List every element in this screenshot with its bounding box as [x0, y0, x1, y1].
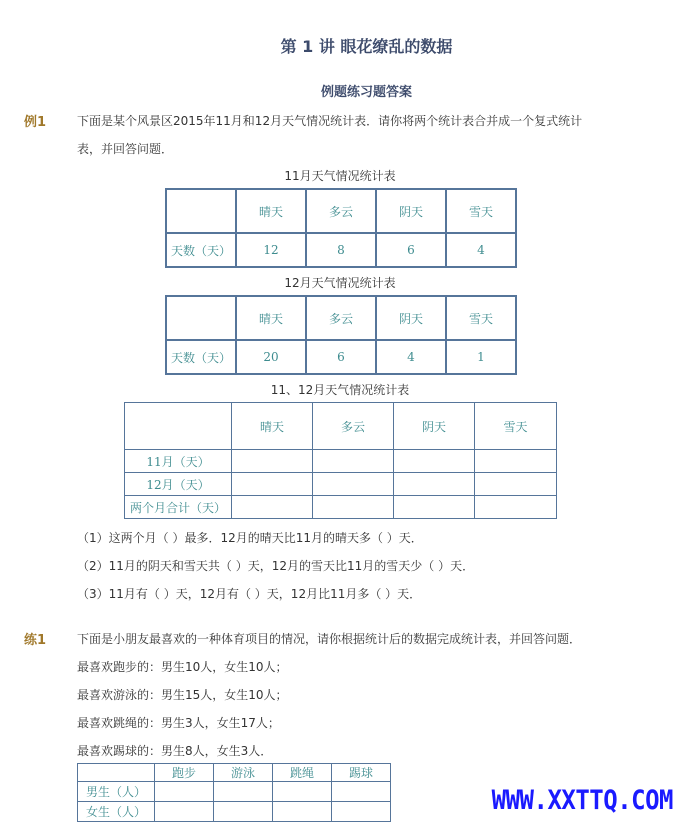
table-row-label: 12月（天）: [125, 473, 232, 496]
table-cell: [232, 473, 313, 496]
table-row-label: 天数（天）: [166, 233, 236, 267]
practice-label: 练1: [24, 633, 47, 648]
table-cell-corner: [78, 764, 155, 782]
example-label: 例1: [24, 115, 47, 130]
table-cell: [394, 496, 475, 519]
table-cell: [273, 802, 332, 822]
table-header-cell: 多云: [306, 189, 376, 233]
table-cell: [332, 802, 391, 822]
example-text-line2: 表，并回答问题．: [77, 142, 174, 156]
practice-line-4: 最喜欢踢球的：男生8人，女生3人．: [77, 744, 273, 758]
table-header-cell: 雪天: [446, 189, 516, 233]
practice-line-1: 最喜欢跑步的：男生10人，女生10人；: [77, 660, 288, 674]
practice-text: 下面是小朋友最喜欢的一种体育项目的情况，请你根据统计后的数据完成统计表，并回答问题．: [77, 632, 582, 646]
table-cell: [313, 450, 394, 473]
lecture-title: 第 1 讲 眼花缭乱的数据: [280, 37, 453, 56]
table-header-cell: 跳绳: [273, 764, 332, 782]
table-cell: [475, 450, 557, 473]
practice-line-2: 最喜欢游泳的：男生15人，女生10人；: [77, 688, 288, 702]
table-combined-caption: 11、12月天气情况统计表: [270, 383, 410, 397]
table-header-cell: 游泳: [214, 764, 273, 782]
table-cell: 12: [236, 233, 306, 267]
table-row-label: 天数（天）: [166, 340, 236, 374]
table-cell: [394, 473, 475, 496]
table-dec-caption: 12月天气情况统计表: [284, 276, 396, 290]
table-header-cell: 踢球: [332, 764, 391, 782]
table-cell: [232, 496, 313, 519]
table-header-cell: 雪天: [446, 296, 516, 340]
table-cell: 4: [446, 233, 516, 267]
table-cell: [394, 450, 475, 473]
table-header-cell: 多云: [313, 403, 394, 450]
table-cell: [273, 782, 332, 802]
table-cell: [155, 802, 214, 822]
table-header-cell: 晴天: [236, 296, 306, 340]
table-cell: [313, 496, 394, 519]
table-cell-corner: [125, 403, 232, 450]
watermark: WWW.XXTTQ.COM: [491, 784, 673, 816]
table-cell: [332, 782, 391, 802]
table-header-cell: 雪天: [475, 403, 557, 450]
table-dec: [165, 295, 517, 375]
table-sports: [77, 763, 391, 822]
table-cell: 6: [306, 340, 376, 374]
table-cell: [214, 782, 273, 802]
example-text-line1: 下面是某个风景区2015年11月和12月天气情况统计表．请你将两个统计表合并成一个复式统计: [77, 114, 583, 128]
table-cell: [214, 802, 273, 822]
table-nov: [165, 188, 517, 268]
table-cell: 6: [376, 233, 446, 267]
table-header-cell: 阴天: [376, 296, 446, 340]
table-row-label: 11月（天）: [125, 450, 232, 473]
table-header-cell: 晴天: [232, 403, 313, 450]
table-row-label: 女生（人）: [78, 802, 155, 822]
table-cell: [313, 473, 394, 496]
question-3: （3）11月有（ ）天，12月有（ ）天，12月比11月多（ ）天．: [77, 587, 422, 601]
question-1: （1）这两个月（ ）最多．12月的晴天比11月的晴天多（ ）天．: [77, 531, 423, 545]
table-cell: [155, 782, 214, 802]
table-row-label: 男生（人）: [78, 782, 155, 802]
table-header-cell: 晴天: [236, 189, 306, 233]
section-title: 例题练习题答案: [320, 85, 412, 100]
table-header-cell: 跑步: [155, 764, 214, 782]
practice-line-3: 最喜欢跳绳的：男生3人，女生17人；: [77, 716, 280, 730]
table-cell: 1: [446, 340, 516, 374]
table-row-label: 两个月合计（天）: [125, 496, 232, 519]
table-cell: [232, 450, 313, 473]
table-cell-corner: [166, 296, 236, 340]
table-header-cell: 多云: [306, 296, 376, 340]
question-2: （2）11月的阴天和雪天共（ ）天，12月的雪天比11月的雪天少（ ）天．: [77, 559, 475, 573]
table-header-cell: 阴天: [394, 403, 475, 450]
table-cell: 8: [306, 233, 376, 267]
table-combined: [124, 402, 557, 519]
table-cell: 4: [376, 340, 446, 374]
table-cell-corner: [166, 189, 236, 233]
table-nov-caption: 11月天气情况统计表: [284, 169, 396, 183]
table-cell: [475, 473, 557, 496]
table-cell: 20: [236, 340, 306, 374]
table-header-cell: 阴天: [376, 189, 446, 233]
table-cell: [475, 496, 557, 519]
